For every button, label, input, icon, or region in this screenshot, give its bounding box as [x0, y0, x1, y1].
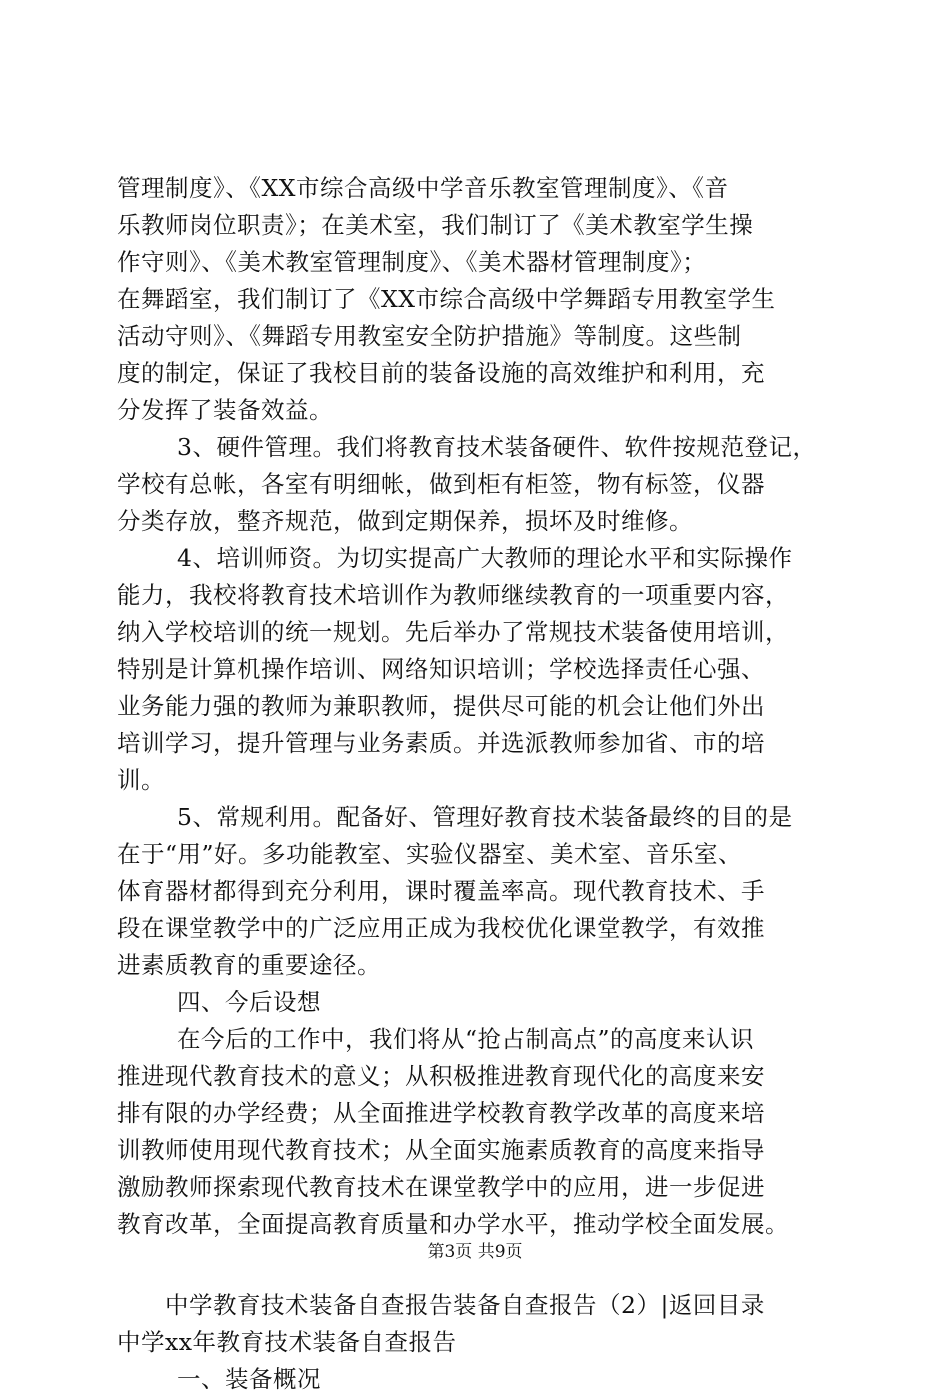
- text-line: 四、今后设想: [177, 988, 321, 1016]
- text-line: 训教师使用现代教育技术；从全面实施素质教育的高度来指导: [117, 1136, 765, 1164]
- text-line: 分发挥了装备效益。: [117, 396, 333, 424]
- text-line: 业务能力强的教师为兼职教师，提供尽可能的机会让他们外出: [117, 692, 765, 720]
- text-line: 培训学习，提升管理与业务素质。并选派教师参加省、市的培: [117, 729, 765, 757]
- text-line: 在于“用”好。多功能教室、实验仪器室、美术室、音乐室、: [117, 840, 743, 868]
- paragraph: [117, 984, 847, 1021]
- text-line: 管理制度》、《XX市综合高级中学音乐教室管理制度》、《音: [117, 174, 729, 202]
- text-line: 能力，我校将教育技术培训作为教师继续教育的一项重要内容，: [117, 581, 789, 609]
- text-line: 进素质教育的重要途径。: [117, 951, 381, 979]
- text-line: 中学xx年教育技术装备自查报告: [117, 1328, 457, 1356]
- paragraph: [117, 429, 847, 540]
- text-line: 活动守则》、《舞蹈专用教室安全防护措施》等制度。这些制: [117, 322, 742, 350]
- text-line: 乐教师岗位职责》；在美术室，我们制订了《美术教室学生操: [117, 211, 754, 239]
- text-line: 体育器材都得到充分利用，课时覆盖率高。现代教育技术、手: [117, 877, 765, 905]
- text-line: 中学教育技术装备自查报告装备自查报告（2）|返回目录: [117, 1291, 765, 1319]
- paragraph: [117, 1287, 847, 1361]
- text-line: 度的制定，保证了我校目前的装备设施的高效维护和利用，充: [117, 359, 765, 387]
- text-line: 段在课堂教学中的广泛应用正成为我校优化课堂教学，有效推: [117, 914, 765, 942]
- text-line: 在今后的工作中，我们将从“抢占制高点”的高度来认识: [177, 1025, 755, 1053]
- paragraph: [117, 799, 847, 984]
- document-body: [117, 170, 847, 1398]
- text-line: 作守则》、《美术教室管理制度》、《美术器材管理制度》；: [117, 248, 707, 276]
- paragraph: [117, 170, 847, 429]
- text-line: 4、培训师资。为切实提高广大教师的理论水平和实际操作: [177, 544, 793, 572]
- text-line: 激励教师探索现代教育技术在课堂教学中的应用，进一步促进: [117, 1173, 765, 1201]
- text-line: 训。: [117, 766, 165, 794]
- text-line: 分类存放，整齐规范，做到定期保养，损坏及时维修。: [117, 507, 693, 535]
- text-line: 5、常规利用。配备好、管理好教育技术装备最终的目的是: [177, 803, 793, 831]
- text-line: 教育改革，全面提高教育质量和办学水平，推动学校全面发展。: [117, 1210, 789, 1238]
- text-line: 学校有总帐，各室有明细帐，做到柜有柜签，物有标签，仪器: [117, 470, 765, 498]
- page-number-label: 第3页 共9页: [427, 1242, 523, 1262]
- page-footer: [0, 1240, 950, 1264]
- text-line: 在舞蹈室，我们制订了《XX市综合高级中学舞蹈专用教室学生: [117, 285, 776, 313]
- text-line: 纳入学校培训的统一规划。先后举办了常规技术装备使用培训，: [117, 618, 789, 646]
- text-line: 一、装备概况: [177, 1365, 321, 1393]
- text-line: 特别是计算机操作培训、网络知识培训；学校选择责任心强、: [117, 655, 765, 683]
- text-line: 3、硬件管理。我们将教育技术装备硬件、软件按规范登记，: [177, 433, 817, 461]
- text-line: 推进现代教育技术的意义；从积极推进教育现代化的高度来安: [117, 1062, 765, 1090]
- paragraph: [117, 540, 847, 799]
- paragraph: [117, 1021, 847, 1243]
- paragraph: [117, 1361, 847, 1398]
- text-line: 排有限的办学经费；从全面推进学校教育教学改革的高度来培: [117, 1099, 765, 1127]
